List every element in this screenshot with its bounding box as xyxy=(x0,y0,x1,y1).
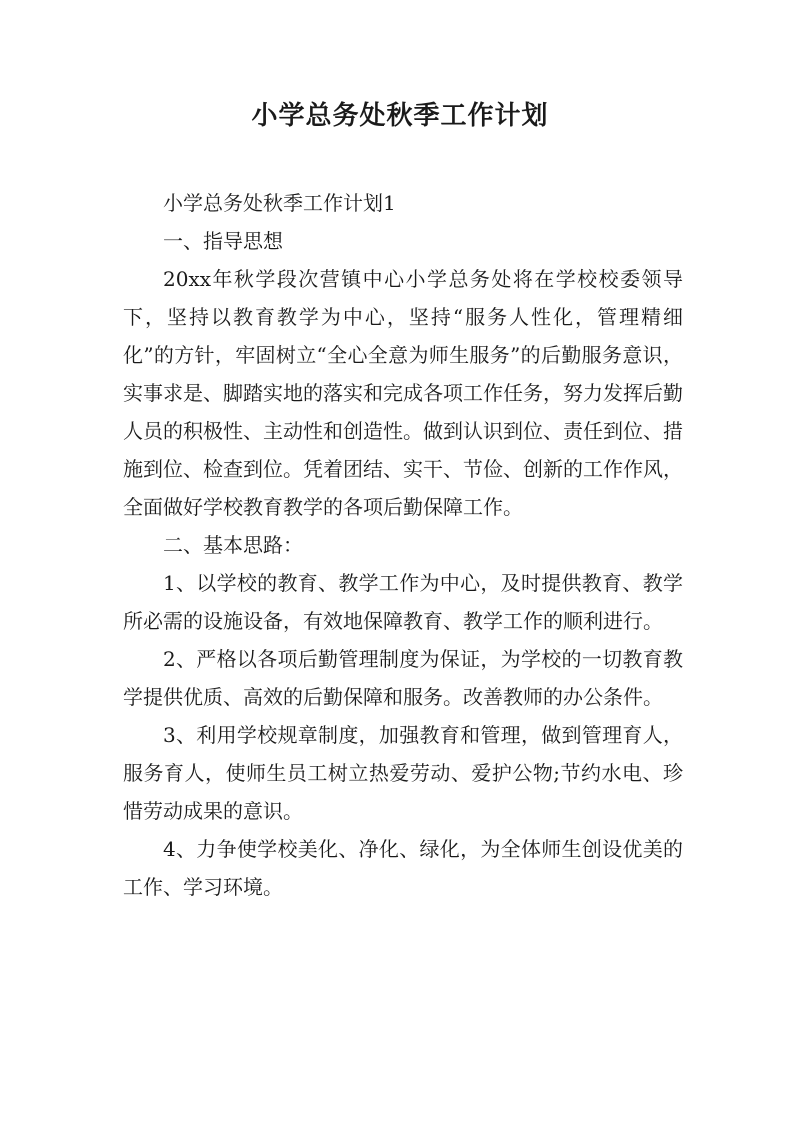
section-heading-guiding-ideology: 一、指导思想 xyxy=(163,229,283,253)
list-item-1: 1、以学校的教育、教学工作为中心，及时提供教育、教学所必需的设施设备，有效地保障教育、教学工作的顺利进行。 xyxy=(123,571,683,633)
subtitle-paragraph: 小学总务处秋季工作计划1 xyxy=(163,191,396,215)
list-item-2: 2、严格以各项后勤管理制度为保证，为学校的一切教育教学提供优质、高效的后勤保障和服务。改善教师的办公条件。 xyxy=(123,647,683,709)
document-body xyxy=(123,184,683,906)
list-item-4: 4、力争使学校美化、净化、绿化，为全体师生创设优美的工作、学习环境。 xyxy=(123,837,683,899)
document-title: 小学总务处秋季工作计划 xyxy=(251,101,549,131)
section-heading-basic-ideas: 二、基本思路： xyxy=(163,533,303,557)
list-item-3: 3、利用学校规章制度，加强教育和管理，做到管理育人，服务育人，使师生员工树立热爱劳动、爱护公物;节约水电、珍惜劳动成果的意识。 xyxy=(123,723,683,823)
paragraph-guiding-ideology: 20xx年秋学段次营镇中心小学总务处将在学校校委领导下，坚持以教育教学为中心，坚持“服务人性化，管理精细化”的方针，牢固树立“全心全意为师生服务”的后勤服务意识，实事求是、脚踏实地的落实和完成各项工作任务，努力发挥后勤人员的积极性、主动性和创造性。做到认识到位、责任到位、措施到位、检查到位。凭着团结、实干、节俭、创新的工作作风，全面做好学校教育教学的各项后勤保障工作。 xyxy=(123,267,683,519)
